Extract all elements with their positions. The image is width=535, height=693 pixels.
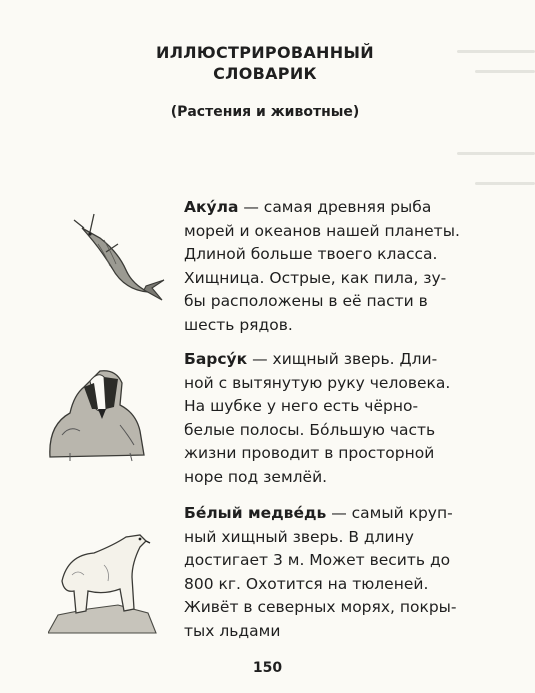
bleed-through-mark [475, 70, 535, 73]
entry-line: Длиной больше твоего класса. [184, 245, 438, 263]
bleed-through-mark [457, 50, 535, 53]
entry-line: 800 кг. Охотится на тюленей. [184, 574, 429, 593]
entry-text: — самая древняя рыба [238, 198, 432, 216]
entry-term: Аку́ла [184, 198, 239, 216]
entry-line: шесть рядов. [184, 315, 293, 334]
page-title [150, 42, 380, 84]
entry-line: Хищница. Острые, как пила, зу- [184, 268, 447, 287]
shark-illustration [60, 210, 170, 310]
entry-line: ной с вытянутую руку человека. [184, 373, 451, 392]
entry-text: — хищный зверь. Дли- [247, 350, 438, 368]
entry-line: бы расположены в её пасти в [184, 292, 428, 310]
entry-shark [184, 196, 506, 337]
entry-line: На шубке у него есть чёрно- [184, 397, 419, 415]
title-line-1: ИЛЛЮСТРИРОВАННЫЙ [156, 43, 374, 62]
entry-text: — самый круп- [326, 504, 453, 522]
entry-badger [184, 348, 506, 489]
entry-line: достигает 3 м. Может весить до [184, 551, 451, 569]
page-subtitle: (Растения и животные) [170, 104, 360, 120]
entry-first-line [184, 502, 506, 526]
entry-polar-bear [184, 502, 506, 643]
entry-line: Живёт в северных морях, покры- [184, 598, 457, 616]
polar-bear-illustration [48, 525, 163, 635]
entry-line: норе под землёй. [184, 467, 328, 486]
entry-term: Бе́лый медве́дь [184, 504, 327, 522]
entry-line: жизни проводит в просторной [184, 444, 435, 462]
bleed-through-mark [475, 182, 535, 185]
entry-line: морей и океанов нашей планеты. [184, 221, 460, 240]
entry-line: ный хищный зверь. В длину [184, 527, 414, 546]
title-line-2: СЛОВАРИК [213, 64, 317, 83]
entry-line: тых льдами [184, 621, 281, 640]
bleed-through-mark [457, 152, 535, 155]
badger-illustration [40, 365, 155, 465]
entry-term: Барсу́к [184, 350, 248, 368]
entry-first-line [184, 348, 506, 372]
entry-line: белые полосы. Бо́льшую часть [184, 420, 436, 439]
entry-first-line [184, 196, 506, 220]
page-number: 150 [252, 660, 283, 676]
